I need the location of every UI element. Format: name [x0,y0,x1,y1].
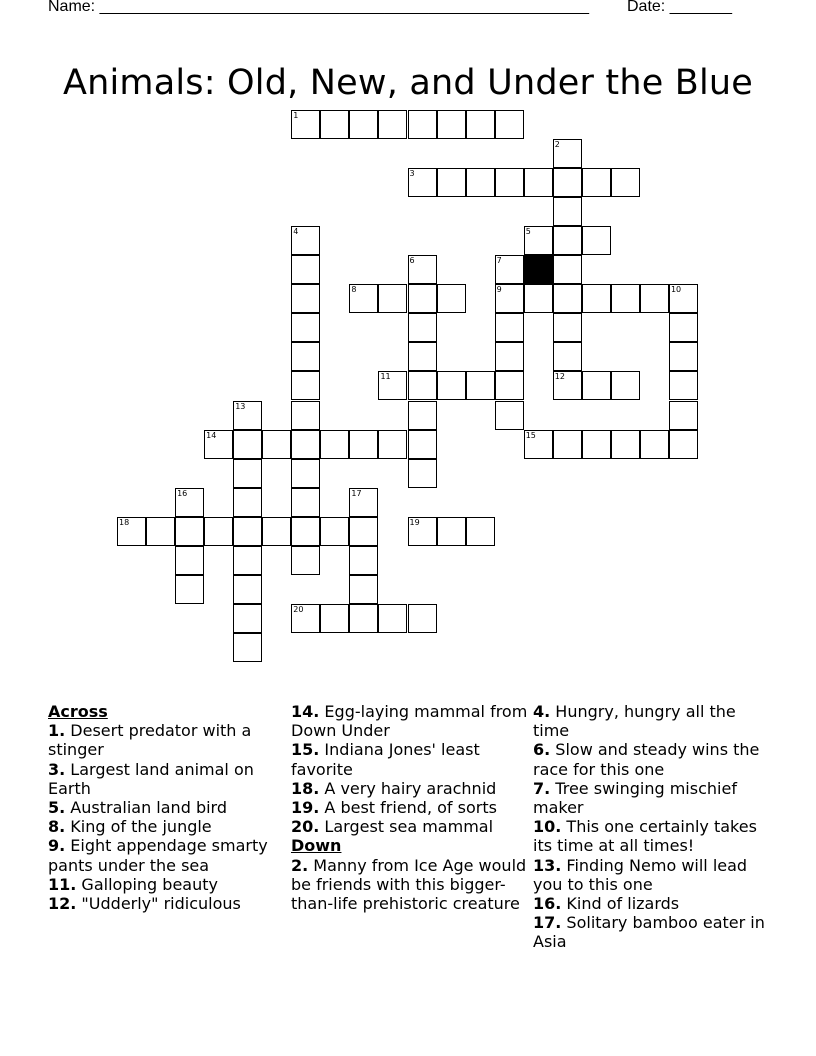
grid-cell[interactable] [291,517,320,546]
grid-cell[interactable] [495,313,524,342]
clue-item: 10. This one certainly takes its time at all times! [533,817,757,856]
grid-cell[interactable] [669,430,698,459]
clue-item: 18. A very hairy arachnid [291,778,497,798]
across-clue-list-continued [291,702,531,836]
grid-cell[interactable] [437,110,466,139]
grid-cell[interactable] [320,110,349,139]
grid-cell[interactable] [611,284,640,313]
grid-cell[interactable] [291,430,320,459]
clue-item: 19. A best friend, of sorts [291,798,497,818]
clue-number: 18 [119,517,130,527]
grid-cell[interactable] [524,168,553,197]
grid-cell[interactable] [408,517,437,546]
grid-cell[interactable] [495,284,524,313]
clue-item-number: 5. [48,798,66,818]
clue-item: 20. Largest sea mammal [291,817,494,837]
clue-number: 2 [554,140,560,150]
grid-cell[interactable] [175,517,204,546]
grid-cell[interactable] [408,430,437,459]
grid-cell[interactable] [146,517,175,546]
clue-number: 12 [554,372,565,382]
clue-item: 12. "Udderly" ridiculous [48,894,241,914]
grid-cell[interactable] [291,226,320,255]
across-clue-list [48,721,288,913]
grid-cell[interactable] [291,401,320,430]
grid-cell[interactable] [233,575,262,604]
grid-cell[interactable] [233,430,262,459]
clue-item: 13. Finding Nemo will lead you to this one [533,855,748,894]
clue-item: 4. Hungry, hungry all the time [533,702,736,741]
grid-cell[interactable] [437,371,466,400]
grid-cell[interactable] [553,313,582,342]
grid-cell[interactable] [349,488,378,517]
clue-item: 5. Australian land bird [48,798,227,818]
grid-cell[interactable] [291,313,320,342]
grid-cell[interactable] [553,284,582,313]
clue-item-number: 12. [48,894,77,914]
grid-cell[interactable] [611,371,640,400]
grid-cell[interactable] [524,284,553,313]
clue-item: 17. Solitary bamboo eater in Asia [533,913,765,952]
grid-cell[interactable] [378,604,407,633]
grid-cell[interactable] [553,226,582,255]
grid-cell[interactable] [262,430,291,459]
grid-cell[interactable] [553,168,582,197]
clue-item: 8. King of the jungle [48,817,212,837]
clue-item-number: 14. [291,702,320,721]
grid-cell[interactable] [582,371,611,400]
grid-cell[interactable] [378,110,407,139]
clue-item-number: 16. [533,894,562,914]
grid-cell[interactable] [320,430,349,459]
grid-cell[interactable] [553,255,582,284]
grid-cell[interactable] [408,284,437,313]
grid-cell[interactable] [233,546,262,575]
clue-number: 7 [496,256,502,266]
grid-cell[interactable] [669,313,698,342]
grid-cell[interactable] [175,488,204,517]
clue-number: 8 [351,285,357,295]
clue-item-number: 6. [533,740,551,760]
grid-cell[interactable] [553,342,582,371]
grid-cell[interactable] [291,284,320,313]
grid-cell[interactable] [175,575,204,604]
grid-cell[interactable] [408,371,437,400]
clue-item: 14. Egg-laying mammal from Down Under [291,702,528,741]
grid-cell[interactable] [669,371,698,400]
clue-item: 15. Indiana Jones' least favorite [291,740,480,779]
clue-number: 20 [293,604,304,614]
clue-item-number: 4. [533,702,551,721]
clue-item-number: 13. [533,855,562,875]
grid-cell[interactable] [582,168,611,197]
grid-cell[interactable] [437,168,466,197]
grid-cell[interactable] [291,546,320,575]
clue-item-number: 17. [533,913,562,933]
grid-cell[interactable] [291,255,320,284]
grid-cell[interactable] [466,110,495,139]
grid-cell[interactable] [349,284,378,313]
clue-item: 2. Manny from Ice Age would be friends with this bigger-than-life prehistoric creature [291,855,527,914]
puzzle-title: Animals: Old, New, and Under the Blue [62,63,754,104]
grid-cell[interactable] [408,401,437,430]
clue-item-number: 7. [533,778,551,798]
grid-cell[interactable] [524,430,553,459]
clue-number: 4 [293,227,299,237]
clue-item-number: 3. [48,759,66,779]
grid-cell[interactable] [349,430,378,459]
grid-cell[interactable] [233,517,262,546]
grid-cell[interactable] [349,604,378,633]
clue-number: 16 [177,488,188,498]
grid-cell[interactable] [349,110,378,139]
clue-item: 7. Tree swinging mischief maker [533,778,737,818]
grid-cell[interactable] [495,255,524,284]
grid-cell[interactable] [408,459,437,488]
grid-cell[interactable] [524,226,553,255]
down-clue-list [291,856,531,914]
grid-cell[interactable] [291,488,320,517]
grid-cell[interactable] [466,371,495,400]
date-field[interactable]: Date: _______ [627,0,732,15]
clue-item: 11. Galloping beauty [48,874,218,894]
grid-cell[interactable] [582,430,611,459]
grid-cell[interactable] [378,371,407,400]
clue-item-number: 10. [533,817,562,837]
grid-cell[interactable] [378,284,407,313]
clues-column-3 [533,702,773,952]
clue-item-number: 11. [48,874,77,894]
grid-cell[interactable] [408,110,437,139]
grid-cell[interactable] [349,517,378,546]
clues-column-2 [291,702,531,913]
clue-item-number: 9. [48,836,66,856]
grid-cell[interactable] [553,371,582,400]
blocked-cell [524,255,553,284]
grid-cell[interactable] [437,284,466,313]
grid-cell[interactable] [611,168,640,197]
grid-cell[interactable] [495,168,524,197]
grid-cell[interactable] [233,633,262,662]
grid-cell[interactable] [204,430,233,459]
grid-cell[interactable] [640,284,669,313]
clue-number: 10 [670,285,682,295]
grid-cell[interactable] [582,284,611,313]
grid-cell[interactable] [408,342,437,371]
grid-cell[interactable] [553,197,582,226]
clue-number: 13 [235,401,246,411]
grid-cell[interactable] [408,604,437,633]
clue-item: 6. Slow and steady wins the race for this one [533,740,760,779]
grid-cell[interactable] [349,575,378,604]
clue-item-number: 18. [291,778,320,798]
grid-cell[interactable] [378,430,407,459]
clue-item-number: 15. [291,740,320,760]
grid-cell[interactable] [669,284,698,313]
clue-number: 14 [206,430,217,440]
grid-cell[interactable] [117,517,146,546]
grid-cell[interactable] [320,604,349,633]
clue-number: 17 [351,488,362,498]
grid-cell[interactable] [466,168,495,197]
grid-cell[interactable] [204,517,233,546]
grid-cell[interactable] [669,401,698,430]
grid-cell[interactable] [291,459,320,488]
clue-item-number: 8. [48,817,66,837]
clue-item: 9. Eight appendage smarty pants under the sea [48,836,268,875]
grid-cell[interactable] [320,517,349,546]
grid-cell[interactable] [233,459,262,488]
clue-item: 1. Desert predator with a stinger [48,721,252,760]
grid-cell[interactable] [553,139,582,168]
grid-cell[interactable] [408,313,437,342]
down-heading: Down [291,836,342,856]
across-heading: Across [48,702,108,721]
clue-number: 9 [496,285,502,295]
clue-item: 16. Kind of lizards [533,894,680,914]
grid-cell[interactable] [291,604,320,633]
clues-column-1 [48,702,288,913]
clue-item: 3. Largest land animal on Earth [48,759,254,798]
grid-cell[interactable] [640,430,669,459]
name-field[interactable]: Name: _______________________________________________________ [48,0,589,15]
grid-cell[interactable] [233,604,262,633]
grid-cell[interactable] [262,517,291,546]
clue-number: 1 [293,111,299,120]
clue-item-number: 19. [291,798,320,818]
clue-item-number: 2. [291,855,309,875]
grid-cell[interactable] [349,546,378,575]
down-clue-list-continued [533,702,773,952]
grid-cell[interactable] [495,342,524,371]
clue-item-number: 1. [48,721,66,741]
grid-cell[interactable] [291,342,320,371]
clue-number: 6 [409,256,415,266]
clue-number: 5 [525,227,531,237]
grid-cell[interactable] [437,517,466,546]
grid-cell[interactable] [669,342,698,371]
grid-cell[interactable] [611,430,640,459]
grid-cell[interactable] [495,110,524,139]
grid-cell[interactable] [408,168,437,197]
grid-cell[interactable] [291,110,320,139]
grid-cell[interactable] [495,401,524,430]
clue-number: 3 [409,169,415,179]
clue-item-number: 20. [291,817,320,837]
grid-cell[interactable] [582,226,611,255]
grid-cell[interactable] [233,401,262,430]
grid-cell[interactable] [233,488,262,517]
clue-number: 11 [380,372,391,382]
grid-cell[interactable] [291,371,320,400]
grid-cell[interactable] [466,517,495,546]
grid-cell[interactable] [175,546,204,575]
grid-cell[interactable] [495,371,524,400]
grid-cell[interactable] [553,430,582,459]
grid-cell[interactable] [408,255,437,284]
clue-number: 15 [525,430,536,440]
clue-number: 19 [409,517,420,527]
